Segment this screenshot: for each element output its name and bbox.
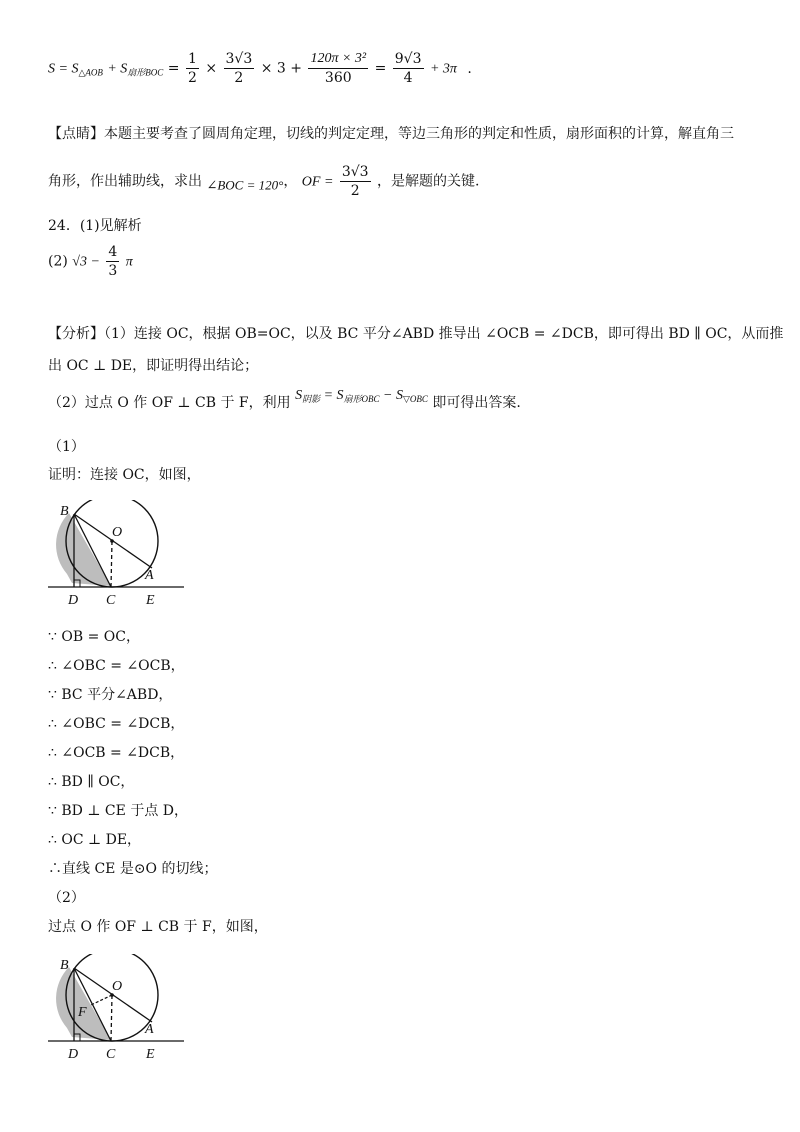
segment-oc [111, 541, 112, 587]
label-b-2: B [60, 958, 69, 973]
proof-line-1: ∵ OB = OC， [48, 629, 140, 645]
fraction-3root3-over-2: $\frac{3√3}{2}$ [225, 51, 253, 86]
label-e-2: E [146, 1047, 155, 1062]
fraction-half: $\frac{1}{2}$ [187, 51, 197, 86]
label-b: B [60, 504, 69, 519]
formula-plus: + S [107, 61, 128, 77]
label-o-2: O [112, 979, 123, 994]
comment-head: 【点睛】本题主要考查了圆周角定理，切线的判定定理，等边三角形的判定和性质，扇形面积的计算，解直角三 [48, 126, 734, 142]
proof-line-2: ∴ ∠OBC = ∠OCB， [48, 658, 185, 674]
formula-tail: + 3π [429, 61, 457, 77]
label-e: E [146, 593, 155, 608]
fraction-sector: $\frac{\text{120π × 3²}}{360}$ [310, 51, 367, 86]
label-f: F [78, 1005, 87, 1020]
area-formula [48, 50, 472, 87]
proof-line-3: ∵ BC 平分∠ABD， [48, 687, 173, 703]
formula-times1: × [205, 60, 218, 77]
of-lhs: OF = [301, 174, 334, 190]
proof-line-5: ∴ ∠OCB = ∠DCB， [48, 745, 185, 761]
label-d: D [68, 593, 79, 608]
geometry-figure-1 [44, 500, 194, 610]
fraction-4-3: $\frac{4}{3}$ [108, 244, 118, 279]
label-c-2: C [106, 1047, 116, 1062]
label-c: C [106, 593, 116, 608]
formula-lhs: S = S [48, 61, 79, 77]
formula-sub-aob: △AOB [78, 67, 103, 78]
part2-label: （2） [48, 890, 85, 906]
geometry-figure-2 [44, 954, 194, 1064]
q24-answer2: (2) √3 − $\frac{4}{3}$ π [48, 244, 133, 279]
proof-line-7: ∵ BD ⊥ CE 于点 D， [48, 803, 188, 819]
proof-line-6: ∴ BD ∥ OC， [48, 774, 135, 790]
proof-line-9: ∴直线 CE 是⊙O 的切线； [48, 861, 218, 877]
segment-oc-2 [111, 995, 112, 1041]
part2-intro: 过点 O 作 OF ⊥ CB 于 F，如图， [48, 919, 268, 935]
part1-label: （1） [48, 439, 85, 455]
comment-line2: 角形，作出辅助线，求出 ∠BOC = 120°， OF = $\frac{3√3}{2}$ ，是解题的关键. [48, 164, 480, 199]
label-d-2: D [68, 1047, 79, 1062]
formula-period: . [467, 60, 472, 77]
analysis-line3: （2）过点 O 作 OF ⊥ CB 于 F，利用 $S_{阴影} = S_{扇形OBC} - S_{▽OBC}$ 即可得出答案. [48, 388, 521, 411]
segment-of [91, 995, 112, 1005]
label-a: A [145, 568, 154, 583]
shaded-region-2 [56, 967, 111, 1040]
formula-times2: × 3 + [260, 60, 302, 77]
analysis-line1: 【分析】（1）连接 OC，根据 OB=OC，以及 BC 平分∠ABD 推导出 ∠OCB = ∠DCB，即可得出 BD ∥ OC，从而推 [48, 326, 784, 342]
formula-sub-sector: 扇形BOC [127, 67, 164, 78]
q24-title: 24．(1)见解析 [48, 218, 142, 234]
analysis-line2: 出 OC ⊥ DE，即证明得出结论； [48, 358, 259, 374]
fraction-of: $\frac{3√3}{2}$ [341, 164, 369, 199]
fraction-9root3-over-4: $\frac{9√3}{4}$ [394, 51, 422, 86]
part1-intro: 证明：连接 OC，如图， [48, 467, 201, 483]
label-a-2: A [145, 1022, 154, 1037]
proof-line-4: ∴ ∠OBC = ∠DCB， [48, 716, 185, 732]
formula-eq1: = [167, 60, 180, 77]
formula-eq2: = [374, 60, 387, 77]
shaded-region [56, 513, 111, 586]
angle-boc: ∠BOC = 120° [206, 177, 284, 193]
proof-line-8: ∴ OC ⊥ DE， [48, 832, 142, 848]
label-o: O [112, 525, 123, 540]
